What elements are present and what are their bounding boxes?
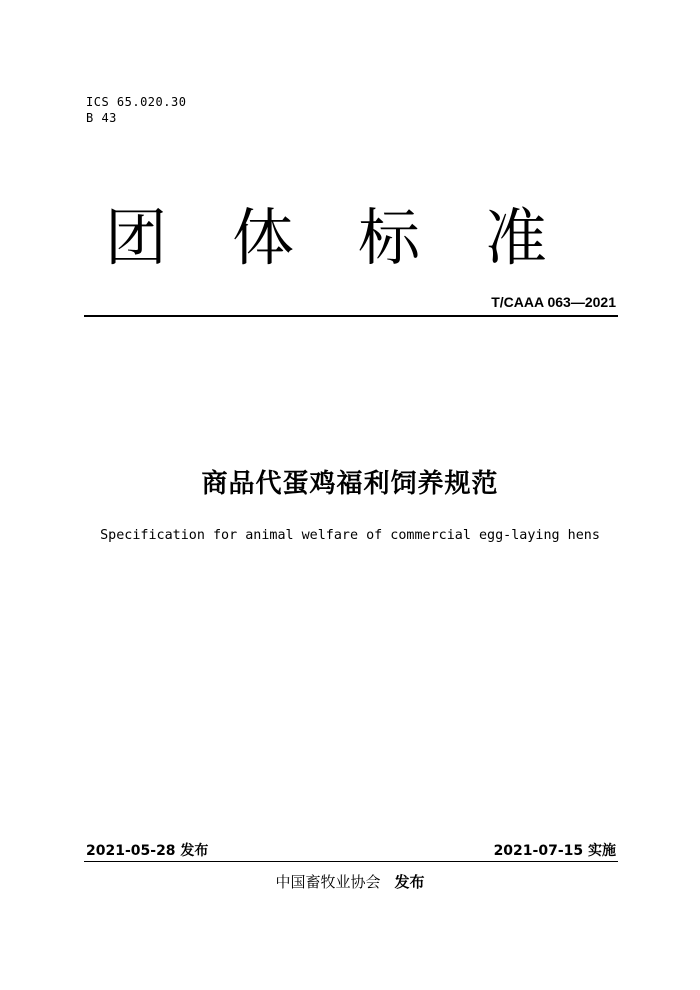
standard-type-char: 体 [231, 201, 294, 274]
standard-type-char: 标 [357, 201, 420, 274]
release-date: 2021-05-28 发布 [86, 843, 209, 859]
standard-code: T/CAAA 063—2021 [491, 294, 616, 310]
classification-block [86, 94, 186, 126]
publisher-line [0, 872, 700, 892]
ics-code: ICS 65.020.30 [86, 95, 187, 109]
header-divider [84, 315, 618, 317]
standard-type-heading [84, 198, 618, 278]
ccs-code: B 43 [86, 111, 117, 125]
standard-type-char: 团 [104, 201, 167, 274]
document-title-chinese: 商品代蛋鸡福利饲养规范 [201, 469, 499, 499]
footer-divider [84, 861, 618, 862]
standard-type-char: 准 [484, 201, 547, 274]
publisher-name: 中国畜牧业协会 [275, 873, 381, 891]
publisher-action: 发布 [394, 873, 425, 891]
implementation-date: 2021-07-15 实施 [493, 843, 616, 859]
document-title-english: Specification for animal welfare of commercial egg-laying hens [100, 528, 600, 543]
